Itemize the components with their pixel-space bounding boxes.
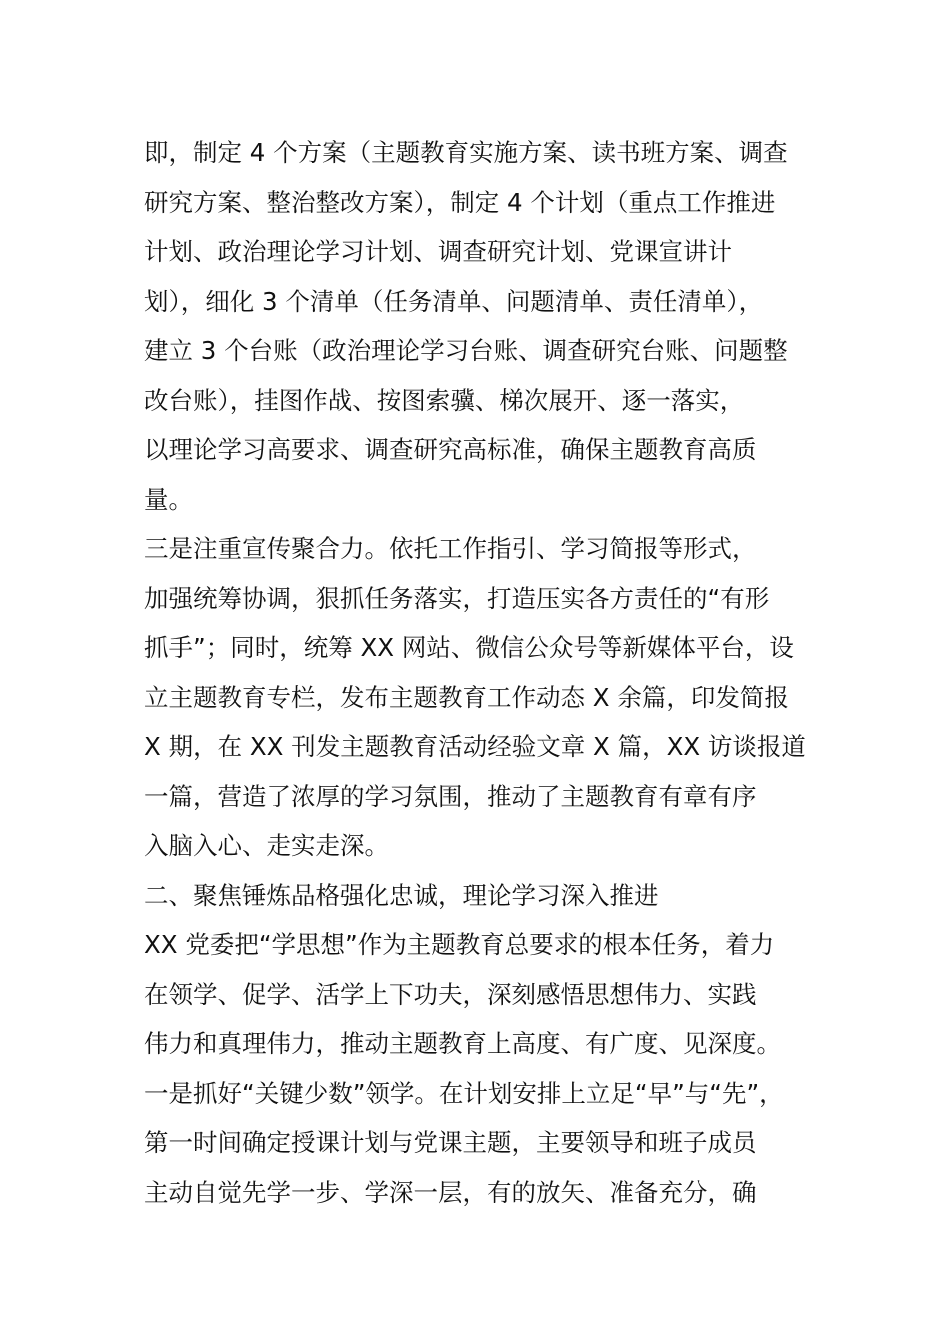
text-line: X 期，在 XX 刊发主题教育活动经验文章 X 篇，XX 访谈报道 — [144, 732, 806, 761]
text-line: 主动自觉先学一步、学深一层，有的放矢、准备充分，确 — [144, 1177, 757, 1207]
text-line: 在领学、促学、活学上下功夫，深刻感悟思想伟力、实践 — [144, 979, 757, 1009]
text-line: 计划、政治理论学习计划、调查研究计划、党课宣讲计 — [144, 237, 732, 266]
paragraph-heading-line: 三是注重宣传聚合力。依托工作指引、学习简报等形式， — [144, 534, 757, 563]
text-line: 以理论学习高要求、调查研究高标准，确保主题教育高质 — [144, 435, 757, 464]
text-line: 第一时间确定授课计划与党课主题，主要领导和班子成员 — [144, 1128, 757, 1157]
text-line: 改台账），挂图作战、按图索骥、梯次展开、逐一落实， — [144, 385, 745, 415]
text-line: 入脑入心、走实走深。 — [144, 831, 389, 860]
text-line: 加强统筹协调，狠抓任务落实，打造压实各方责任的“有形 — [144, 583, 770, 613]
text-line: 研究方案、整治整改方案），制定 4 个计划（重点工作推进 — [144, 187, 776, 217]
text-line: 建立 3 个台账（政治理论学习台账、调查研究台账、问题整 — [144, 336, 788, 365]
text-line: 立主题教育专栏，发布主题教育工作动态 X 余篇，印发简报 — [144, 682, 789, 712]
text-line: 量。 — [144, 484, 193, 514]
section-heading: 二、聚焦锤炼品格强化忠诚，理论学习深入推进 — [144, 880, 659, 910]
paragraph-heading-line: 一是抓好“关键少数”领学。在计划安排上立足“早”与“先”， — [144, 1078, 784, 1108]
text-line: 伟力和真理伟力，推动主题教育上高度、有广度、见深度。 — [144, 1029, 781, 1058]
text-line: 一篇，营造了浓厚的学习氛围，推动了主题教育有章有序 — [144, 781, 757, 811]
text-line: 划），细化 3 个清单（任务清单、问题清单、责任清单）， — [144, 286, 764, 316]
text-line: XX 党委把“学思想”作为主题教育总要求的根本任务，着力 — [144, 930, 775, 959]
text-line: 即，制定 4 个方案（主题教育实施方案、读书班方案、调查 — [144, 138, 788, 167]
document-body — [144, 128, 814, 1217]
text-line: 抓手”；同时，统筹 XX 网站、微信公众号等新媒体平台，设 — [144, 633, 794, 662]
